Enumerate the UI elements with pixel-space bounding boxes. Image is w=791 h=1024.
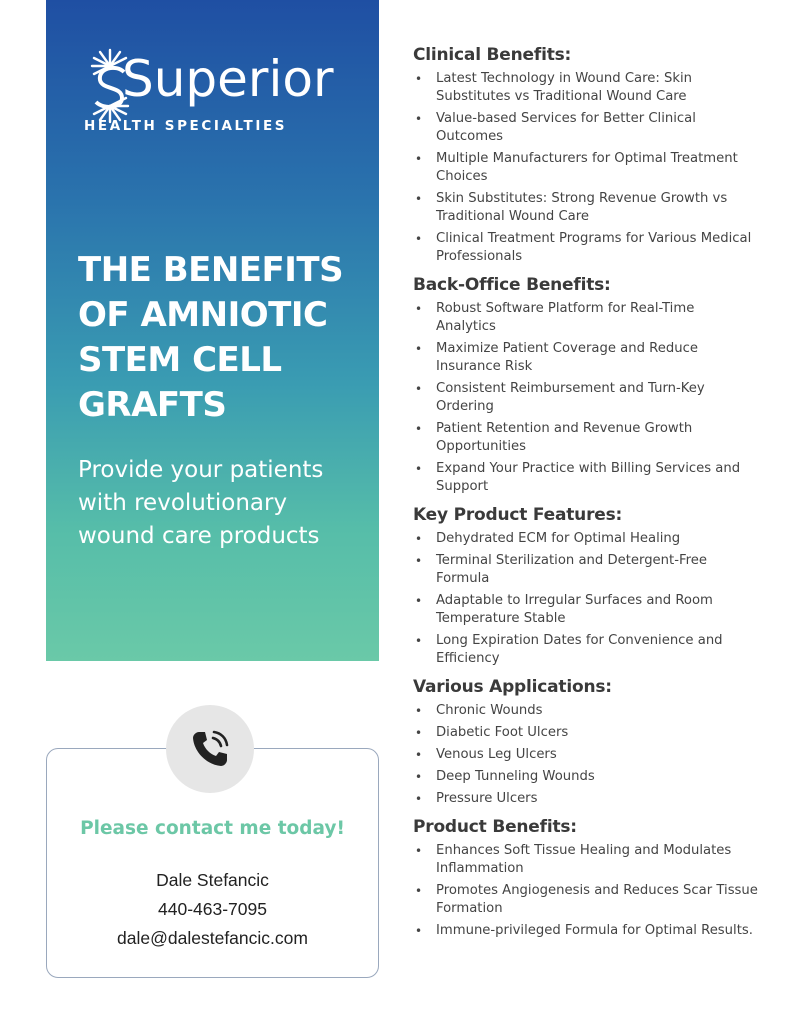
list-item: • Clinical Treatment Programs for Various Medical Professionals (413, 230, 758, 266)
bullet-list (413, 702, 758, 808)
list-item: • Latest Technology in Wound Care: Skin Substitutes vs Traditional Wound Care (413, 70, 758, 106)
bullet-list (413, 842, 758, 940)
list-item: • Dehydrated ECM for Optimal Healing (413, 530, 758, 548)
benefits-column (413, 44, 758, 948)
section-title: Back-Office Benefits: (413, 275, 611, 295)
section-title: Various Applications: (413, 677, 612, 697)
section-back-office-benefits (413, 274, 758, 496)
hero-title (78, 248, 368, 428)
hero-subtitle-line: Provide your patients (78, 457, 324, 483)
list-item: • Venous Leg Ulcers (413, 746, 758, 764)
contact-name: Dale Stefancic (156, 870, 269, 890)
list-item: • Adaptable to Irregular Surfaces and Room Temperature Stable (413, 592, 758, 628)
list-item: • Diabetic Foot Ulcers (413, 724, 758, 742)
brand-tagline: HEALTH SPECIALTIES (84, 118, 288, 134)
bullet-list (413, 70, 758, 266)
hero-title-line: OF AMNIOTIC (78, 295, 328, 335)
hero-subtitle-line: with revolutionary (78, 490, 288, 516)
bullet-list (413, 530, 758, 668)
list-item: • Multiple Manufacturers for Optimal Treatment Choices (413, 150, 758, 186)
list-item: • Pressure Ulcers (413, 790, 758, 808)
contact-email[interactable]: dale@dalestefancic.com (117, 928, 308, 948)
bullet-list (413, 300, 758, 496)
list-item: • Skin Substitutes: Strong Revenue Growth vs Traditional Wound Care (413, 190, 758, 226)
brand-logo (80, 46, 350, 138)
contact-cta: Please contact me today! (80, 818, 345, 839)
list-item: • Maximize Patient Coverage and Reduce Insurance Risk (413, 340, 758, 376)
list-item: • Immune-privileged Formula for Optimal Results. (413, 922, 758, 940)
section-title: Clinical Benefits: (413, 45, 572, 65)
list-item: • Enhances Soft Tissue Healing and Modulates Inflammation (413, 842, 758, 878)
list-item: • Patient Retention and Revenue Growth Opportunities (413, 420, 758, 456)
list-item: • Deep Tunneling Wounds (413, 768, 758, 786)
list-item: • Robust Software Platform for Real-Time Analytics (413, 300, 758, 336)
section-title: Key Product Features: (413, 505, 623, 525)
section-product-benefits (413, 816, 758, 940)
list-item: • Terminal Sterilization and Detergent-Free Formula (413, 552, 758, 588)
hero-panel (46, 0, 379, 661)
contact-phone[interactable]: 440-463-7095 (158, 899, 267, 919)
list-item: • Long Expiration Dates for Convenience and Efficiency (413, 632, 758, 668)
brand-wordmark: Superior (122, 50, 334, 108)
list-item: • Chronic Wounds (413, 702, 758, 720)
phone-icon (185, 724, 235, 774)
list-item: • Value-based Services for Better Clinical Outcomes (413, 110, 758, 146)
hero-title-line: THE BENEFITS (78, 250, 344, 290)
list-item: • Expand Your Practice with Billing Services and Support (413, 460, 758, 496)
hero-title-line: GRAFTS (78, 385, 227, 425)
phone-icon-badge (166, 705, 254, 793)
section-various-applications (413, 676, 758, 808)
list-item: • Promotes Angiogenesis and Reduces Scar Tissue Formation (413, 882, 758, 918)
section-title: Product Benefits: (413, 817, 577, 837)
section-key-product-features (413, 504, 758, 668)
hero-subtitle-line: wound care products (78, 523, 320, 549)
list-item: • Consistent Reimbursement and Turn-Key Ordering (413, 380, 758, 416)
section-clinical-benefits (413, 44, 758, 266)
hero-title-line: STEM CELL (78, 340, 282, 380)
hero-subtitle (78, 454, 373, 553)
